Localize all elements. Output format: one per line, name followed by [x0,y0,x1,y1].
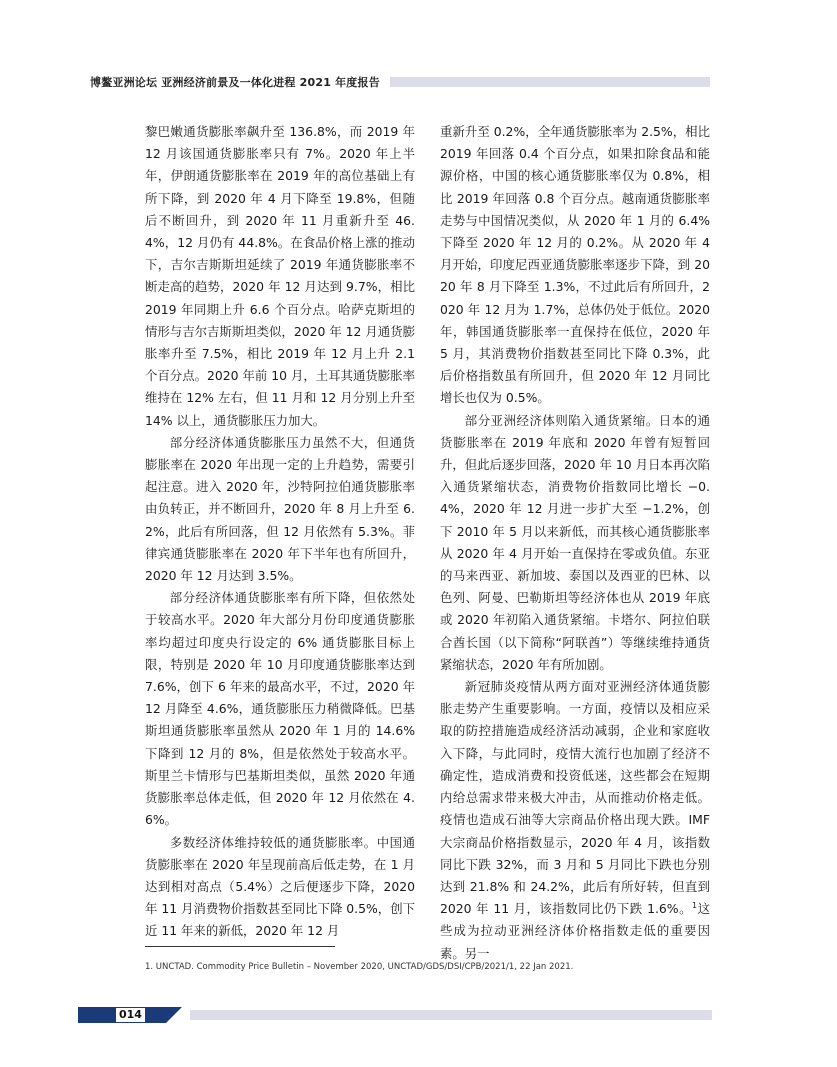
header-rule-bar [390,77,710,87]
paragraph: 重新升至 0.2%，全年通货膨胀率为 2.5%，相比 2019 年回落 0.4 个百分点，如果扣除食品和能源价格，中国的核心通货膨胀率仅为 0.8%，相比 2019 年回落 0.8 个百分点。越南通货膨胀率走势与中国情况类似，从 2020 年 1 月的 6.4% 下降至 2020 年 12 月的 0.2%。从 2020 年 4 月开始，印度尼西亚通货膨胀率逐步下降，到 2020 年 8 月下降至 1.3%，不过此后有所回升，2020 年 12 月为 1.7%，总体仍处于低位。2020 年，韩国通货膨胀率一直保持在低位，2020 年 5 月，其消费物价指数甚至同比下降 0.3%，此后价格指数虽有所回升，但 2020 年 12 月同比增长也仅为 0.5%。 [440,124,710,406]
paragraph: 黎巴嫩通货膨胀率飙升至 136.8%，而 2019 年 12 月该国通货膨胀率只有 7%。2020 年上半年，伊朗通货膨胀率在 2019 年的高位基础上有所下降，到 2020 年 4 月下降至 19.8%，但随后不断回升，到 2020 年 11 月重新升至 46.4%，12 月仍有 44.8%。在食品价格上涨的推动下，吉尔吉斯斯坦延续了 2019 年通货膨胀率不断走高的趋势，2020 年 12 月达到 9.7%，相比 2019 年同期上升 6.6 个百分点。哈萨克斯坦的情形与吉尔吉斯斯坦类似，2020 年 12 月通货膨胀率升至 7.5%，相比 2019 年 12 月上升 2.1 个百分点。2020 年前 10 月，土耳其通货膨胀率维持在 12% 左右，但 11 月和 12 月分别上升至 14% 以上，通货膨胀压力加大。 [145,124,415,428]
paragraph: 多数经济体维持较低的通货膨胀率。中国通货膨胀率在 2020 年呈现前高后低走势，在 1 月达到相对高点（5.4%）之后便逐步下降，2020 年 11 月消费物价指数甚至同比下降 0.5%，创下近 11 年来的新低，2020 年 12 月 [145,834,415,939]
paragraph [440,676,710,965]
right-text-column [440,121,710,965]
paragraph-tail: 这些成为拉动亚洲经济体价格指数走低的重要因素。另一 [440,901,710,961]
page-number: 014 [116,1008,145,1022]
header-title: 博鳌亚洲论坛 亚洲经济前景及一体化进程 2021 年度报告 [90,74,390,90]
footnote-divider [145,946,335,947]
footer-rule-bar [190,1010,712,1020]
paragraph: 部分经济体通货膨胀压力虽然不大，但通货膨胀率在 2020 年出现一定的上升趋势，需要引起注意。进入 2020 年，沙特阿拉伯通货膨胀率由负转正，并不断回升，2020 年 8 月上升至 6.2%，此后有所回落，但 12 月依然有 5.3%。菲律宾通货膨胀率在 2020 年下半年也有所回升，2020 年 12 月达到 3.5%。 [145,434,415,584]
paragraph: 部分经济体通货膨胀率有所下降，但依然处于较高水平。2020 年大部分月份印度通货膨胀率均超过印度央行设定的 6% 通货膨胀目标上限，特别是 2020 年 10 月印度通货膨胀率达到 7.6%，创下 6 年来的最高水平，不过，2020 年 12 月降至 4.6%，通货膨胀压力稍微降低。巴基斯坦通货膨胀率虽然从 2020 年 1 月的 14.6% 下降到 12 月的 8%，但是依然处于较高水平。斯里兰卡情形与巴基斯坦类似，虽然 2020 年通货膨胀率总体走低，但 2020 年 12 月依然在 4.6%。 [145,590,415,828]
paragraph: 部分亚洲经济体则陷入通货紧缩。日本的通货膨胀率在 2019 年底和 2020 年曾有短暂回升，但此后逐步回落，2020 年 10 月日本再次陷入通货紧缩状态，消费物价指数同比增长 −0.4%，2020 年 12 月进一步扩大至 −1.2%，创下 2010 年 5 月以来新低，而其核心通货膨胀率从 2020 年 4 月开始一直保持在零或负值。东亚的马来西亚、新加坡、泰国以及西亚的巴林、以色列、阿曼、巴勒斯坦等经济体也从 2019 年底或 2020 年初陷入通货紧缩。卡塔尔、阿拉伯联合酋长国（以下简称“阿联酋”）等继续维持通货紧缩状态，2020 年有所加剧。 [440,412,710,672]
left-text-column [145,121,415,943]
footnote-marker[interactable]: 1 [692,900,698,910]
running-header [90,74,710,90]
footer-wedge-decoration [166,1007,182,1023]
footnote: 1. UNCTAD. Commodity Price Bulletin – November 2020, UNCTAD/GDS/DSI/CPB/2021/1, 22 Jan 2021. [145,962,574,972]
page-footer [78,1007,712,1023]
paragraph-body: 新冠肺炎疫情从两方面对亚洲经济体通货膨胀走势产生重要影响。一方面，疫情以及相应采取的防控措施造成经济活动减弱，企业和家庭收入下降，与此同时，疫情大流行也加剧了经济不确定性，造成消费和投资低迷，这些都会在短期内给总需求带来极大冲击，从而推动价格走低。疫情也造成石油等大宗商品价格出现大跌。IMF 大宗商品价格指数显示，2020 年 4 月，该指数同比下跌 32%，而 3 月和 5 月同比下跌也分别达到 21.8% 和 24.2%，此后有所好转，但直到 2020 年 11 月，该指数同比仍下跌 1.6%。 [440,679,710,917]
